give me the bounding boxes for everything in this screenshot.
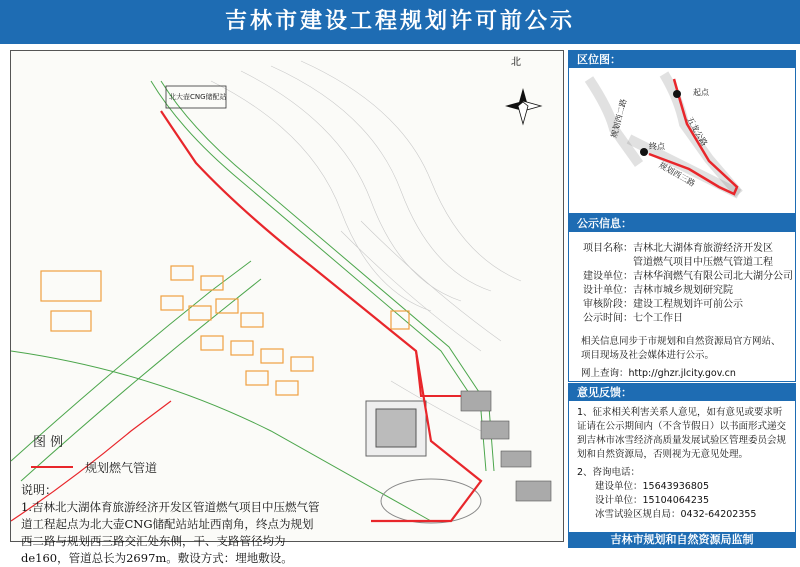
- road-label-2: 五龙公路: [685, 115, 709, 148]
- builder-value: 吉林华润燃气有限公司北大湖分公司: [633, 271, 793, 282]
- opinion-item-1: 1、征求相关利害关系人意见，如有意见或要求听证请在公示期间内（不含节假日）以书面形式递交到吉林市冰雪经济高质量发展试验区管理委员会规划和自然资源局，否则视为无意见处理。: [577, 407, 787, 460]
- buildings: [41, 266, 409, 395]
- info-panel: [568, 214, 796, 382]
- designer-row: [573, 281, 733, 296]
- period-value: 七个工作日: [633, 313, 683, 324]
- web-link[interactable]: http://ghzr.jlcity.gov.cn: [628, 368, 736, 379]
- phone-designer: 设计单位：15104064235: [595, 495, 709, 506]
- opinion-text: [577, 406, 789, 522]
- builder-row: [573, 267, 793, 282]
- road-label-3: 规划西三路: [657, 160, 697, 189]
- stage-label: 审核阶段：: [583, 299, 633, 310]
- stage-value: 建设工程规划许可前公示: [633, 299, 743, 310]
- stage-row: [573, 295, 743, 310]
- project-value-1: 吉林北大湖体育旅游经济开发区: [633, 243, 773, 254]
- page-title: 吉林市建设工程规划许可前公示: [0, 0, 800, 44]
- project-value-2: 管道燃气项目中压燃气管道工程: [633, 257, 773, 268]
- location-map: [569, 69, 793, 213]
- site-plan-map: [10, 50, 564, 565]
- period-label: 公示时间：: [583, 313, 633, 324]
- cng-station-label: 北大壶CNG储配站: [169, 93, 227, 101]
- dark-buildings: [461, 391, 551, 501]
- description-text: 1.吉林北大湖体育旅游经济开发区管道燃气项目中压燃气管道工程起点为北大壶CNG储配站站址西南角，终点为规划西二路与规划西三路交汇处东侧，干、支路管径均为de160，管道总长为2697m。敷设方式：埋地敷设。: [21, 500, 320, 565]
- road-label-1: 规划西二路: [609, 98, 629, 139]
- phone-bureau: 冰雪试验区规自局：0432-64202355: [595, 509, 757, 520]
- opinion-panel-title: 意见反馈：: [569, 384, 795, 401]
- end-point-label: 终点: [649, 142, 665, 151]
- opinion-item-2: 2、咨询电话：: [577, 467, 641, 478]
- contour-lines: [211, 61, 521, 431]
- project-row: [573, 239, 773, 254]
- location-panel: [568, 50, 796, 214]
- start-point-label: 起点: [693, 88, 709, 97]
- start-point-marker: [673, 90, 681, 98]
- footer-supervisor: 吉林市规划和自然资源局监制: [568, 532, 796, 548]
- end-point-marker: [640, 148, 648, 156]
- project-label: 项目名称：: [583, 243, 633, 254]
- info-panel-title: 公示信息：: [569, 215, 795, 232]
- web-label: 网上查询：: [581, 368, 629, 379]
- sync-note: 相关信息同步于市规划和自然资源局官方网站、项目现场及社会媒体进行公示。: [581, 336, 781, 361]
- north-arrow-icon: [505, 88, 541, 124]
- description-title: 说明：: [21, 483, 58, 497]
- opinion-panel: [568, 383, 796, 535]
- builder-label: 建设单位：: [583, 271, 633, 282]
- legend-pipeline-swatch: [31, 466, 73, 468]
- web-row: [581, 365, 736, 379]
- phone-builder: 建设单位：15643936805: [595, 481, 709, 492]
- designer-label: 设计单位：: [583, 285, 633, 296]
- designer-value: 吉林市城乡规划研究院: [633, 285, 733, 296]
- legend-pipeline-label: 规划燃气管道: [85, 461, 158, 475]
- location-panel-title: 区位图：: [569, 51, 795, 68]
- legend-title: 图 例: [33, 435, 64, 450]
- period-row: [573, 309, 683, 324]
- north-label: 北: [511, 57, 521, 68]
